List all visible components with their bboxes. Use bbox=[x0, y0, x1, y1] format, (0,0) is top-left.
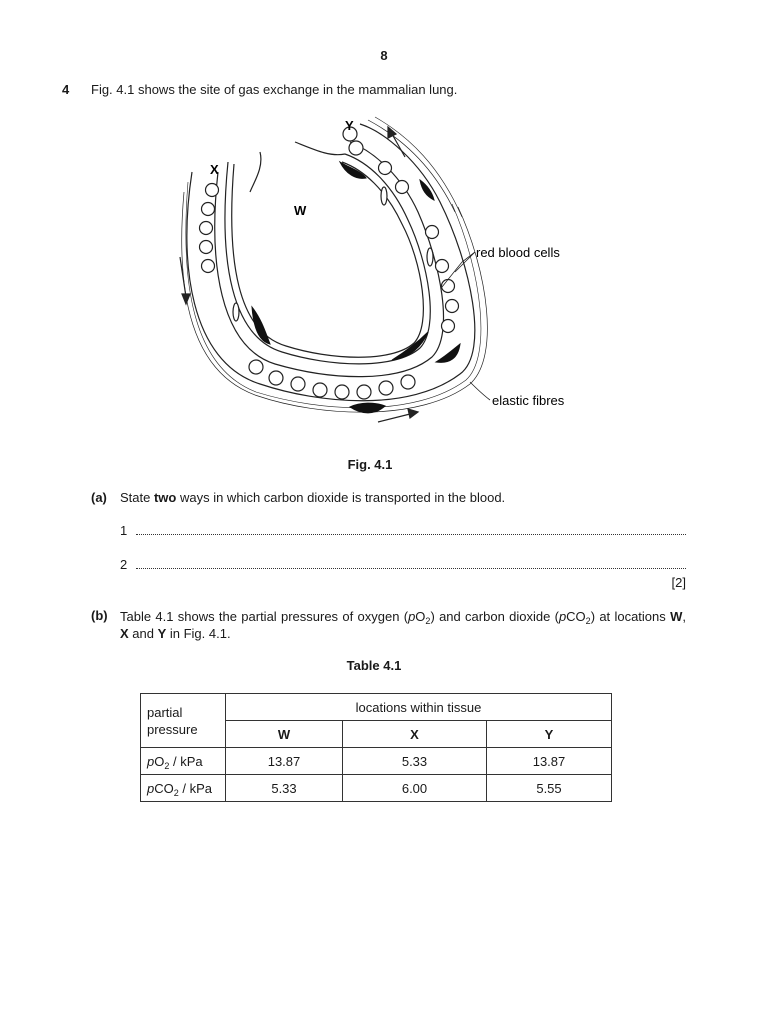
table-row bbox=[141, 748, 612, 775]
table-cell: 13.87 bbox=[226, 748, 343, 775]
row-label-po2: $pO_2$ / kPa bbox=[141, 748, 226, 775]
page-number: 8 bbox=[380, 48, 388, 63]
table-cell: 5.33 bbox=[343, 748, 487, 775]
part-a-question: State two ways in which carbon dioxide is transported in the blood. bbox=[120, 490, 506, 505]
marks-allocation: [2] bbox=[671, 575, 686, 590]
label-w: W bbox=[294, 203, 307, 218]
column-header-x: X bbox=[343, 721, 487, 748]
label-x: X bbox=[210, 162, 219, 177]
part-a-label: (a) bbox=[91, 490, 107, 505]
figure-caption: Fig. 4.1 bbox=[347, 457, 393, 472]
table-cell: 13.87 bbox=[487, 748, 612, 775]
table-cell: 5.33 bbox=[226, 775, 343, 802]
row-header-cell: partial pressure bbox=[141, 694, 226, 748]
part-b-question: Table 4.1 shows the partial pressures of oxygen $(pO_2)$ and carbon dioxide (pCO$_2$) at locations W, X and Y in Fig. 4.1. bbox=[120, 609, 686, 641]
label-y: Y bbox=[345, 118, 354, 133]
table-cell: 6.00 bbox=[343, 775, 487, 802]
answer-number: 2 bbox=[120, 557, 128, 572]
table-cell: 5.55 bbox=[487, 775, 612, 802]
answer-number: 1 bbox=[120, 523, 128, 538]
partial-pressure-table bbox=[140, 693, 612, 802]
answer-line-1[interactable] bbox=[120, 524, 686, 538]
alveolus-diagram bbox=[170, 112, 590, 445]
column-header-w: W bbox=[226, 721, 343, 748]
table-caption: Table 4.1 bbox=[346, 658, 402, 673]
dotted-line bbox=[136, 533, 686, 535]
answer-line-2[interactable] bbox=[120, 558, 686, 572]
label-elastic-fibres: elastic fibres bbox=[492, 393, 565, 408]
dotted-line bbox=[136, 567, 686, 569]
group-header: locations within tissue bbox=[226, 694, 612, 721]
question-intro: Fig. 4.1 shows the site of gas exchange in the mammalian lung. bbox=[91, 82, 458, 97]
column-header-y: Y bbox=[487, 721, 612, 748]
label-red-blood-cells: red blood cells bbox=[476, 245, 560, 260]
row-label-pco2: pCO$_2$ / kPa bbox=[141, 775, 226, 802]
part-b-label: (b) bbox=[91, 608, 108, 623]
question-number: 4 bbox=[62, 82, 70, 97]
table-row bbox=[141, 775, 612, 802]
